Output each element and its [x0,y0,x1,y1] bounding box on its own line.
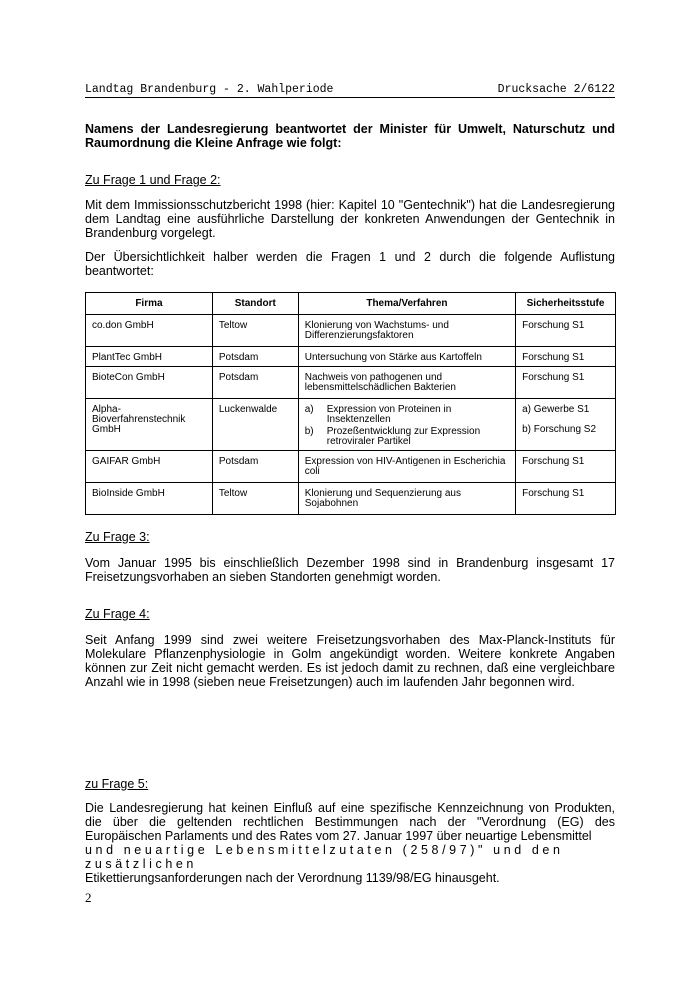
cell-standort: Teltow [212,315,298,347]
header-right: Drucksache 2/6122 [497,83,615,96]
paragraph-frage-5-part2: und neuartige Lebensmittelzutaten (258/97)" und den zusätzlichen [85,843,564,871]
cell-standort: Potsdam [212,451,298,483]
heading-frage-1-2: Zu Frage 1 und Frage 2: [85,173,221,187]
intro-paragraph: Namens der Landesregierung beantwortet der Minister für Umwelt, Naturschutz und Raumordnung die Kleine Anfrage wie folgt: [85,122,615,150]
column-header-thema: Thema/Verfahren [298,293,515,315]
cell-stufe: Forschung S1 [516,451,616,483]
column-header-firma: Firma [86,293,213,315]
cell-thema: Nachweis von pathogenen und lebensmittelschädlichen Bakterien [298,367,515,399]
cell-standort: Luckenwalde [212,399,298,451]
paragraph-frage-1-2-a: Mit dem Immissionsschutzbericht 1998 (hier: Kapitel 10 "Gentechnik") hat die Landesregierung dem Landtag eine ausführliche Darstellung der konkreten Anwendungen der Gentechnik in Brandenburg vorgelegt. [85,198,615,240]
cell-stufe: Forschung S1 [516,347,616,367]
cell-thema [298,399,515,451]
cell-thema: Klonierung und Sequenzierung aus Sojabohnen [298,483,515,515]
cell-standort: Potsdam [212,367,298,399]
page-header [85,83,615,98]
heading-frage-5: zu Frage 5: [85,777,149,791]
cell-thema: Untersuchung von Stärke aus Kartoffeln [298,347,515,367]
cell-firma: BioInside GmbH [86,483,213,515]
gentechnik-table [85,292,616,515]
column-header-sicherheitsstufe: Sicherheitsstufe [516,293,616,315]
cell-firma: PlantTec GmbH [86,347,213,367]
table-header-row [86,293,616,315]
stufe-item-a: a) Gewerbe S1 [522,404,590,415]
stufe-item-b: b) Forschung S2 [522,424,597,435]
cell-stufe: Forschung S1 [516,367,616,399]
thema-item-b-label: b) [304,426,314,437]
cell-firma: BioteCon GmbH [86,367,213,399]
table-row [86,483,616,515]
table-row [86,451,616,483]
paragraph-frage-5-part3: Etikettierungsanforderungen nach der Verordnung 1139/98/EG hinausgeht. [85,871,500,885]
thema-item-a [305,405,509,425]
cell-firma: co.don GmbH [86,315,213,347]
header-left: Landtag Brandenburg - 2. Wahlperiode [85,83,334,96]
heading-frage-3: Zu Frage 3: [85,530,150,544]
cell-firma: GAIFAR GmbH [86,451,213,483]
cell-stufe: Forschung S1 [516,315,616,347]
cell-thema: Expression von HIV-Antigenen in Escherichia coli [298,451,515,483]
paragraph-frage-3: Vom Januar 1995 bis einschließlich Dezember 1998 sind in Brandenburg insgesamt 17 Freisetzungsvorhaben an sieben Standorten genehmigt worden. [85,556,615,584]
paragraph-frage-1-2-b: Der Übersichtlichkeit halber werden die Fragen 1 und 2 durch die folgende Auflistung beantwortet: [85,250,615,278]
cell-firma: Alpha-Bioverfahrenstechnik GmbH [86,399,213,451]
thema-item-a-text: Expression von Proteinen in Insektenzellen [326,404,452,425]
thema-item-b [305,427,509,447]
cell-stufe [516,399,616,451]
table-row [86,315,616,347]
cell-standort: Teltow [212,483,298,515]
table-row [86,367,616,399]
table-row [86,399,616,451]
page-number: 2 [85,890,92,905]
thema-item-b-text: Prozeßentwicklung zur Expression retroviraler Partikel [326,426,481,447]
column-header-standort: Standort [212,293,298,315]
thema-item-a-label: a) [304,404,314,415]
heading-frage-4: Zu Frage 4: [85,607,150,621]
cell-standort: Potsdam [212,347,298,367]
paragraph-frage-5-part1: Die Landesregierung hat keinen Einfluß auf eine spezifische Kennzeichnung von Produkten, die über die geltenden rechtlichen Bestimmungen nach der "Verordnung (EG) des Europäischen Parlaments und des Rates vom 27. Januar 1997 über neuartige Lebensmittel [85,801,615,843]
cell-thema: Klonierung von Wachstums- und Differenzierungsfaktoren [298,315,515,347]
paragraph-frage-4: Seit Anfang 1999 sind zwei weitere Freisetzungsvorhaben des Max-Planck-Instituts für Molekulare Pflanzenphysiologie in Golm angekündigt worden. Weitere konkrete Angaben können zur Zeit nicht gemacht werden. Es ist jedoch damit zu rechnen, daß eine vergleichbare Anzahl wie in 1998 (sieben neue Freisetzungen) auch im laufenden Jahr begonnen wird. [85,633,615,689]
table-row [86,347,616,367]
paragraph-frage-5 [85,801,615,885]
cell-stufe: Forschung S1 [516,483,616,515]
